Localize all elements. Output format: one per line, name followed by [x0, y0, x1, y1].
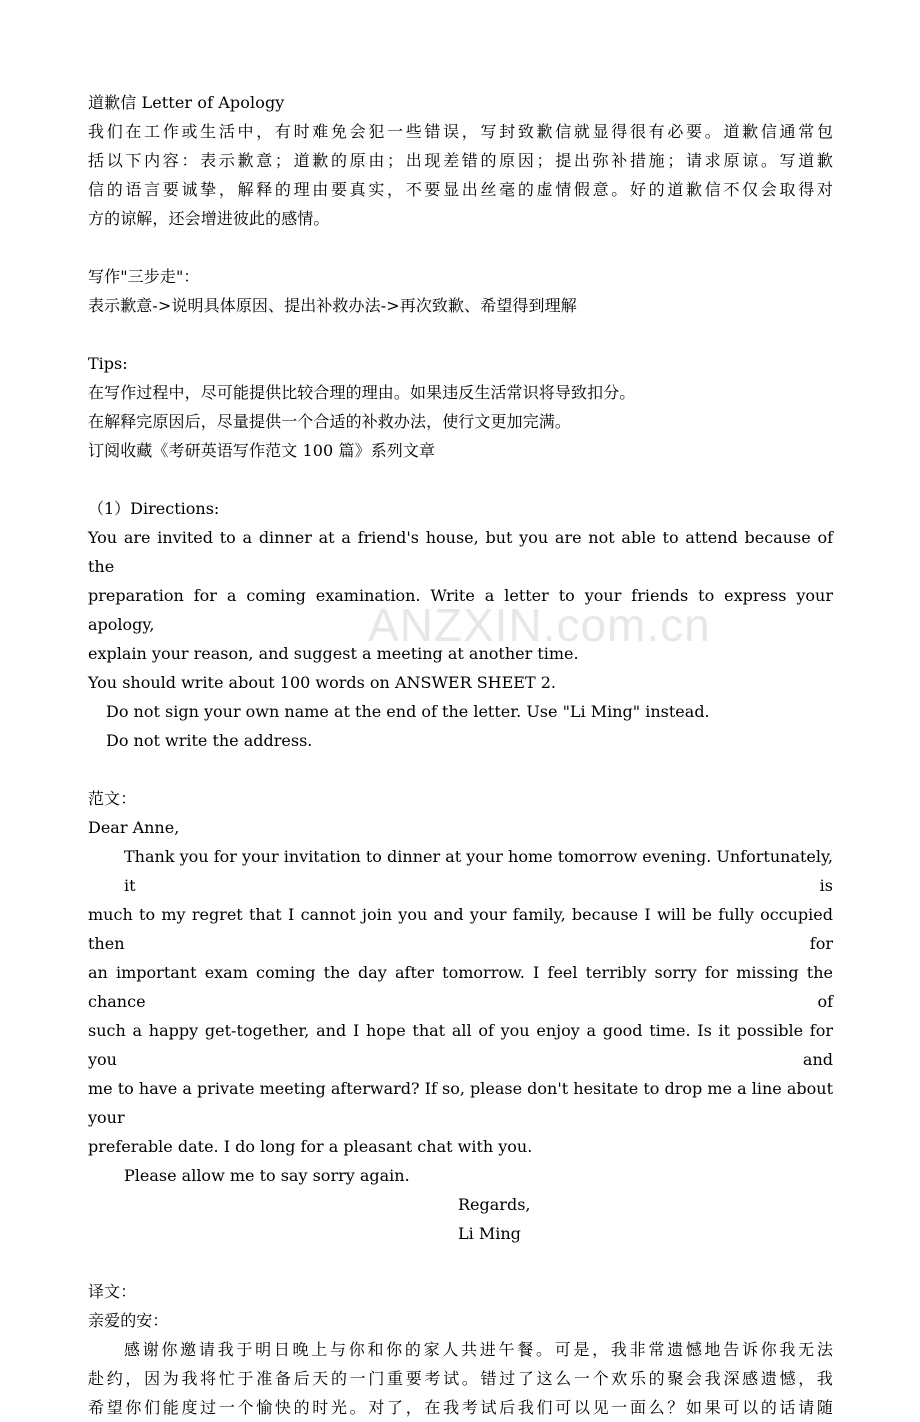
intro-line: 括以下内容：表示歉意；道歉的原由；出现差错的原因；提出弥补措施；请求原谅。写道歉: [88, 151, 833, 170]
directions-line: preparation for a coming examination. Write a letter to your friends to express your apology,: [88, 586, 833, 634]
sample-heading: 范文：: [88, 789, 137, 808]
intro-line: 信的语言要诚挚，解释的理由要真实，不要显出丝毫的虚情假意。好的道歉信不仅会取得对: [88, 180, 833, 199]
letter-body-line: Thank you for your invitation to dinner at your home tomorrow evening. Unfortunately, it is: [124, 847, 833, 895]
steps-text: 表示歉意->说明具体原因、提出补救办法->再次致歉、希望得到理解: [88, 296, 577, 315]
translation-heading: 译文：: [88, 1282, 137, 1301]
letter-body-line: me to have a private meeting afterward? If so, please don't hesitate to drop me a line about your: [88, 1079, 833, 1127]
letter-body-line: an important exam coming the day after tomorrow. I feel terribly sorry for missing the chance of: [88, 963, 833, 1011]
letter-body-line: much to my regret that I cannot join you and your family, because I will be fully occupied then for: [88, 905, 833, 953]
tips-item: 在写作过程中，尽可能提供比较合理的理由。如果违反生活常识将导致扣分。: [88, 383, 636, 402]
directions-rule: Do not write the address.: [106, 731, 313, 750]
letter-signature: Li Ming: [458, 1224, 521, 1243]
directions-words: You should write about 100 words on ANSWER SHEET 2.: [88, 673, 557, 692]
directions-line: You are invited to a dinner at a friend's house, but you are not able to attend because of the: [88, 528, 833, 576]
letter-greeting: Dear Anne,: [88, 818, 180, 837]
translation-line: 希望你们能度过一个愉快的时光。对了，在我考试后我们可以见一面么？如果可以的话请随: [88, 1398, 833, 1417]
directions-rule: Do not sign your own name at the end of the letter. Use "Li Ming" instead.: [106, 702, 710, 721]
watermark: ANZXIN.com.cn: [368, 599, 711, 651]
intro-line: 方的谅解，还会增进彼此的感情。: [88, 209, 330, 228]
doc-title: 道歉信 Letter of Apology: [88, 93, 285, 112]
steps-heading: 写作"三步走"：: [88, 267, 200, 286]
letter-body-line: such a happy get-together, and I hope that all of you enjoy a good time. Is it possible for you and: [88, 1021, 833, 1069]
translation-greeting: 亲爱的安：: [88, 1311, 169, 1330]
tips-heading: Tips:: [88, 354, 128, 373]
document-page: [88, 88, 833, 1422]
letter-regards: Regards,: [458, 1195, 531, 1214]
subscribe-link[interactable]: 订阅收藏《考研英语写作范文 100 篇》系列文章: [88, 441, 436, 460]
directions-line: explain your reason, and suggest a meeting at another time.: [88, 644, 579, 663]
intro-line: 我们在工作或生活中，有时难免会犯一些错误，写封致歉信就显得很有必要。道歉信通常包: [88, 122, 833, 141]
directions-heading: （1）Directions:: [88, 499, 220, 518]
letter-body-line: preferable date. I do long for a pleasant chat with you.: [88, 1137, 533, 1156]
letter-closing: Please allow me to say sorry again.: [124, 1166, 410, 1185]
translation-line: 感谢你邀请我于明日晚上与你和你的家人共进午餐。可是，我非常遗憾地告诉你我无法: [124, 1340, 833, 1359]
translation-line: 赴约，因为我将忙于准备后天的一门重要考试。错过了这么一个欢乐的聚会我深感遗憾，我: [88, 1369, 833, 1388]
tips-item: 在解释完原因后，尽量提供一个合适的补救办法，使行文更加完满。: [88, 412, 572, 431]
